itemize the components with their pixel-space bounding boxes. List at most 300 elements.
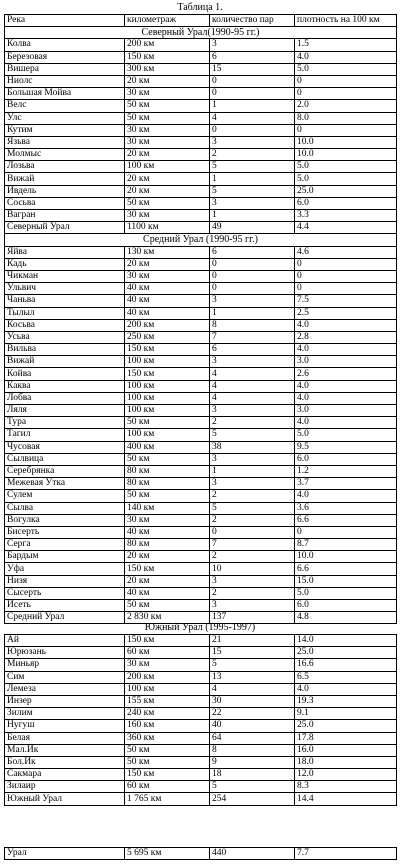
river-cell: Низя — [5, 575, 125, 587]
pairs-cell: 22 — [210, 708, 295, 720]
length-cell: 100 км — [125, 380, 210, 392]
pairs-cell: 3 — [210, 478, 295, 490]
table-row — [5, 732, 397, 744]
pairs-cell: 3 — [210, 453, 295, 465]
table-row — [5, 392, 397, 404]
density-cell: 18.0 — [295, 756, 397, 768]
length-cell: 20 км — [125, 575, 210, 587]
density-cell: 0 — [295, 270, 397, 282]
length-cell: 30 км — [125, 210, 210, 222]
pairs-cell: 4 — [210, 392, 295, 404]
pairs-cell: 3 — [210, 575, 295, 587]
river-cell: Каква — [5, 380, 125, 392]
length-cell: 130 км — [125, 246, 210, 258]
length-cell: 150 км — [125, 344, 210, 356]
density-cell: 25.0 — [295, 647, 397, 659]
length-cell: 60 км — [125, 781, 210, 793]
river-cell: Березовая — [5, 51, 125, 63]
section-title: Северный Урал(1990-95 гг.) — [5, 27, 397, 39]
length-cell: 80 км — [125, 465, 210, 477]
length-cell: 200 км — [125, 319, 210, 331]
river-cell: Урал — [5, 848, 125, 860]
section-title: Средний Урал (1990-95 гг.) — [5, 234, 397, 246]
density-cell: 0 — [295, 526, 397, 538]
section-title-row — [5, 234, 397, 246]
river-cell: Молмыс — [5, 149, 125, 161]
pairs-cell: 15 — [210, 647, 295, 659]
table-row — [5, 51, 397, 63]
table-row — [5, 441, 397, 453]
length-cell: 240 км — [125, 708, 210, 720]
pairs-cell: 0 — [210, 124, 295, 136]
pairs-cell: 3 — [210, 600, 295, 612]
river-cell: Нугуш — [5, 720, 125, 732]
table-row — [5, 575, 397, 587]
river-cell: Вагран — [5, 210, 125, 222]
pairs-cell: 8 — [210, 744, 295, 756]
table-row — [5, 502, 397, 514]
density-cell: 6.0 — [295, 600, 397, 612]
density-cell: 14.0 — [295, 635, 397, 647]
river-cell: Уфа — [5, 563, 125, 575]
length-cell: 150 км — [125, 368, 210, 380]
pairs-cell: 0 — [210, 270, 295, 282]
pairs-cell: 5 — [210, 185, 295, 197]
length-cell: 150 км — [125, 563, 210, 575]
length-cell: 1 765 км — [125, 793, 210, 805]
density-cell: 8.7 — [295, 539, 397, 551]
table-row — [5, 112, 397, 124]
length-cell: 30 км — [125, 514, 210, 526]
density-cell: 3.0 — [295, 405, 397, 417]
density-cell: 2.6 — [295, 368, 397, 380]
river-cell: Сылвица — [5, 453, 125, 465]
density-cell: 5.0 — [295, 429, 397, 441]
total-row — [5, 848, 397, 860]
density-cell: 0 — [295, 88, 397, 100]
density-cell: 9.1 — [295, 708, 397, 720]
river-cell: Тагил — [5, 429, 125, 441]
table-row — [5, 185, 397, 197]
table-row — [5, 161, 397, 173]
table-row — [5, 683, 397, 695]
density-cell: 4.0 — [295, 51, 397, 63]
length-cell: 1100 км — [125, 222, 210, 234]
table-row — [5, 551, 397, 563]
density-cell: 10.0 — [295, 551, 397, 563]
river-cell: Зилаир — [5, 781, 125, 793]
density-cell: 5.0 — [295, 587, 397, 599]
density-cell: 4.0 — [295, 319, 397, 331]
length-cell: 50 км — [125, 100, 210, 112]
table-row — [5, 149, 397, 161]
density-cell: 6.6 — [295, 563, 397, 575]
river-cell: Сосьва — [5, 197, 125, 209]
table-row — [5, 659, 397, 671]
table-row — [5, 75, 397, 87]
pairs-cell: 2 — [210, 490, 295, 502]
length-cell: 20 км — [125, 185, 210, 197]
river-cell: Вижай — [5, 356, 125, 368]
table-row — [5, 331, 397, 343]
river-cell: Средний Урал — [5, 612, 125, 624]
density-cell: 4.6 — [295, 246, 397, 258]
table-row — [5, 429, 397, 441]
density-cell: 3.6 — [295, 502, 397, 514]
pairs-cell: 5 — [210, 781, 295, 793]
river-cell: Сакмара — [5, 769, 125, 781]
table-row — [5, 781, 397, 793]
river-cell: Вильва — [5, 344, 125, 356]
table-row — [5, 295, 397, 307]
pairs-cell: 10 — [210, 563, 295, 575]
pairs-cell: 4 — [210, 380, 295, 392]
density-cell: 4.0 — [295, 417, 397, 429]
river-cell: Ляля — [5, 405, 125, 417]
river-cell: Вижай — [5, 173, 125, 185]
length-cell: 300 км — [125, 63, 210, 75]
table-row — [5, 526, 397, 538]
density-cell: 14.4 — [295, 793, 397, 805]
river-cell: Усьва — [5, 331, 125, 343]
density-cell: 4.0 — [295, 380, 397, 392]
length-cell: 150 км — [125, 635, 210, 647]
pairs-cell: 254 — [210, 793, 295, 805]
river-cell: Вишера — [5, 63, 125, 75]
length-cell: 20 км — [125, 173, 210, 185]
length-cell: 50 км — [125, 600, 210, 612]
length-cell: 40 км — [125, 526, 210, 538]
river-cell: Исеть — [5, 600, 125, 612]
pairs-cell: 3 — [210, 295, 295, 307]
density-cell: 16.6 — [295, 659, 397, 671]
river-cell: Река — [5, 15, 125, 27]
length-cell: 140 км — [125, 502, 210, 514]
density-cell: 2.5 — [295, 307, 397, 319]
pairs-cell: 49 — [210, 222, 295, 234]
river-cell: Кадь — [5, 258, 125, 270]
table-row — [5, 124, 397, 136]
pairs-cell: 2 — [210, 587, 295, 599]
river-cell: Северный Урал — [5, 222, 125, 234]
pairs-cell: 3 — [210, 197, 295, 209]
length-cell: 2 830 км — [125, 612, 210, 624]
table-row — [5, 539, 397, 551]
length-cell: 20 км — [125, 258, 210, 270]
river-cell: Бардым — [5, 551, 125, 563]
table-row — [5, 514, 397, 526]
river-cell: Чусовая — [5, 441, 125, 453]
density-cell: 19.3 — [295, 695, 397, 707]
rivers-table-south — [4, 634, 397, 806]
pairs-cell: 5 — [210, 429, 295, 441]
pairs-cell: 4 — [210, 683, 295, 695]
table-row — [5, 88, 397, 100]
table-row — [5, 283, 397, 295]
river-cell: Лемеза — [5, 683, 125, 695]
pairs-cell: 5 — [210, 161, 295, 173]
river-cell: Чаньва — [5, 295, 125, 307]
density-cell: 17.8 — [295, 732, 397, 744]
table-row — [5, 319, 397, 331]
length-cell: 400 км — [125, 441, 210, 453]
table-row — [5, 756, 397, 768]
table-row — [5, 307, 397, 319]
length-cell: 200 км — [125, 39, 210, 51]
table-row — [5, 695, 397, 707]
table-row — [5, 246, 397, 258]
river-cell: Сим — [5, 671, 125, 683]
table-row — [5, 587, 397, 599]
pairs-cell: 6 — [210, 344, 295, 356]
river-cell: Южный Урал — [5, 793, 125, 805]
length-cell: 80 км — [125, 539, 210, 551]
length-cell: 100 км — [125, 405, 210, 417]
density-cell: 7.7 — [295, 848, 397, 860]
pairs-cell: 1 — [210, 100, 295, 112]
pairs-cell: 5 — [210, 502, 295, 514]
pairs-cell: 21 — [210, 635, 295, 647]
pairs-cell: 1 — [210, 210, 295, 222]
length-cell: 40 км — [125, 307, 210, 319]
density-cell: 1.5 — [295, 39, 397, 51]
length-cell: 155 км — [125, 695, 210, 707]
table-row — [5, 344, 397, 356]
table-caption: Таблица 1. — [177, 2, 223, 13]
length-cell: 250 км — [125, 331, 210, 343]
pairs-cell: 0 — [210, 526, 295, 538]
density-cell: 12.0 — [295, 769, 397, 781]
river-cell: Юрюзань — [5, 647, 125, 659]
pairs-cell: 40 — [210, 720, 295, 732]
density-cell: 4.0 — [295, 392, 397, 404]
length-cell: 100 км — [125, 356, 210, 368]
river-cell: Серга — [5, 539, 125, 551]
table-row — [5, 173, 397, 185]
density-cell: 0 — [295, 283, 397, 295]
density-cell: 4.8 — [295, 612, 397, 624]
length-cell: 5 695 км — [125, 848, 210, 860]
river-cell: Зилим — [5, 708, 125, 720]
density-cell: 0 — [295, 75, 397, 87]
table-row — [5, 356, 397, 368]
pairs-cell: 4 — [210, 368, 295, 380]
length-cell: 50 км — [125, 756, 210, 768]
pairs-cell: 440 — [210, 848, 295, 860]
pairs-cell: 30 — [210, 695, 295, 707]
river-cell: Ивдель — [5, 185, 125, 197]
table-row — [5, 380, 397, 392]
length-cell: 30 км — [125, 659, 210, 671]
table-row — [5, 708, 397, 720]
river-cell: Велс — [5, 100, 125, 112]
length-cell: 50 км — [125, 453, 210, 465]
pairs-cell: 2 — [210, 514, 295, 526]
table-row — [5, 453, 397, 465]
pairs-cell: 2 — [210, 551, 295, 563]
table-row — [5, 478, 397, 490]
river-cell: Ульвич — [5, 283, 125, 295]
pairs-cell: 2 — [210, 149, 295, 161]
length-cell: 100 км — [125, 392, 210, 404]
river-cell: Белая — [5, 732, 125, 744]
table-row — [5, 671, 397, 683]
river-cell: Миньяр — [5, 659, 125, 671]
rivers-table-total — [4, 847, 397, 860]
river-cell: Бисерть — [5, 526, 125, 538]
density-cell: 6.0 — [295, 453, 397, 465]
length-cell: 50 км — [125, 744, 210, 756]
pairs-cell: 15 — [210, 63, 295, 75]
river-cell: Косьва — [5, 319, 125, 331]
table-row — [5, 39, 397, 51]
river-cell: Бол.Ик — [5, 756, 125, 768]
pairs-cell: 0 — [210, 258, 295, 270]
density-cell: 0 — [295, 124, 397, 136]
pairs-cell: 5 — [210, 659, 295, 671]
river-cell: Чикман — [5, 270, 125, 282]
density-cell: 8.0 — [295, 112, 397, 124]
table-row — [5, 270, 397, 282]
table-row — [5, 769, 397, 781]
river-cell: Межевая Утка — [5, 478, 125, 490]
density-cell: 4.4 — [295, 222, 397, 234]
pairs-cell: 38 — [210, 441, 295, 453]
length-cell: 200 км — [125, 671, 210, 683]
pairs-cell: 9 — [210, 756, 295, 768]
length-cell: 50 км — [125, 490, 210, 502]
table-row — [5, 197, 397, 209]
density-cell: 5.0 — [295, 63, 397, 75]
table-row — [5, 635, 397, 647]
table-row — [5, 63, 397, 75]
river-cell: Тылыл — [5, 307, 125, 319]
river-cell: Ниолс — [5, 75, 125, 87]
table-row — [5, 465, 397, 477]
length-cell: 30 км — [125, 124, 210, 136]
density-cell: 1.2 — [295, 465, 397, 477]
density-cell: 2.8 — [295, 331, 397, 343]
density-cell: 0 — [295, 258, 397, 270]
pairs-cell: 3 — [210, 136, 295, 148]
density-cell: 2.0 — [295, 100, 397, 112]
length-cell: километраж — [125, 15, 210, 27]
river-cell: Улс — [5, 112, 125, 124]
pairs-cell: 8 — [210, 319, 295, 331]
pairs-cell: 1 — [210, 307, 295, 319]
section-title-south: Южный Урал (1995-1997) — [144, 622, 256, 633]
river-cell: Сылва — [5, 502, 125, 514]
density-cell: 3.0 — [295, 356, 397, 368]
pairs-cell: 0 — [210, 88, 295, 100]
length-cell: 40 км — [125, 295, 210, 307]
table-row — [5, 258, 397, 270]
density-cell: 5.0 — [295, 173, 397, 185]
river-cell: Мал.Ик — [5, 744, 125, 756]
density-cell: 15.0 — [295, 575, 397, 587]
pairs-cell: 7 — [210, 539, 295, 551]
pairs-cell: количество пар — [210, 15, 295, 27]
pairs-cell: 3 — [210, 405, 295, 417]
length-cell: 30 км — [125, 88, 210, 100]
length-cell: 20 км — [125, 149, 210, 161]
river-cell: Большая Мойва — [5, 88, 125, 100]
pairs-cell: 0 — [210, 75, 295, 87]
pairs-cell: 1 — [210, 465, 295, 477]
river-cell: Язьва — [5, 136, 125, 148]
length-cell: 100 км — [125, 161, 210, 173]
pairs-cell: 3 — [210, 356, 295, 368]
pairs-cell: 0 — [210, 283, 295, 295]
river-cell: Яйва — [5, 246, 125, 258]
density-cell: 7.5 — [295, 295, 397, 307]
river-cell: Серебрянка — [5, 465, 125, 477]
pairs-cell: 6 — [210, 246, 295, 258]
river-cell: Лозьва — [5, 161, 125, 173]
length-cell: 150 км — [125, 769, 210, 781]
length-cell: 30 км — [125, 270, 210, 282]
density-cell: 4.0 — [295, 490, 397, 502]
river-cell: Колва — [5, 39, 125, 51]
table-row — [5, 222, 397, 234]
length-cell: 150 км — [125, 51, 210, 63]
density-cell: 25.0 — [295, 185, 397, 197]
river-cell: Инзер — [5, 695, 125, 707]
table-row — [5, 600, 397, 612]
length-cell: 20 км — [125, 551, 210, 563]
pairs-cell: 6 — [210, 51, 295, 63]
length-cell: 50 км — [125, 112, 210, 124]
length-cell: 100 км — [125, 683, 210, 695]
table-row — [5, 744, 397, 756]
density-cell: 6.5 — [295, 671, 397, 683]
pairs-cell: 7 — [210, 331, 295, 343]
length-cell: 100 км — [125, 429, 210, 441]
length-cell: 160 км — [125, 720, 210, 732]
pairs-cell: 13 — [210, 671, 295, 683]
density-cell: 3.3 — [295, 210, 397, 222]
density-cell: 25.0 — [295, 720, 397, 732]
table-row — [5, 210, 397, 222]
table-row — [5, 720, 397, 732]
density-cell: 6.0 — [295, 197, 397, 209]
table-row — [5, 563, 397, 575]
length-cell: 50 км — [125, 417, 210, 429]
table-row — [5, 405, 397, 417]
density-cell: 9.5 — [295, 441, 397, 453]
river-cell: Лобва — [5, 392, 125, 404]
length-cell: 50 км — [125, 197, 210, 209]
density-cell: 6.6 — [295, 514, 397, 526]
length-cell: 80 км — [125, 478, 210, 490]
density-cell: 3.7 — [295, 478, 397, 490]
density-cell: 16.0 — [295, 744, 397, 756]
density-cell: 10.0 — [295, 149, 397, 161]
table-row — [5, 100, 397, 112]
river-cell: Койва — [5, 368, 125, 380]
pairs-cell: 4 — [210, 112, 295, 124]
table-row — [5, 136, 397, 148]
pairs-cell: 137 — [210, 612, 295, 624]
table-row — [5, 368, 397, 380]
length-cell: 20 км — [125, 75, 210, 87]
pairs-cell: 2 — [210, 417, 295, 429]
table-row — [5, 417, 397, 429]
header-row — [5, 15, 397, 27]
pairs-cell: 1 — [210, 173, 295, 185]
length-cell: 360 км — [125, 732, 210, 744]
length-cell: 60 км — [125, 647, 210, 659]
